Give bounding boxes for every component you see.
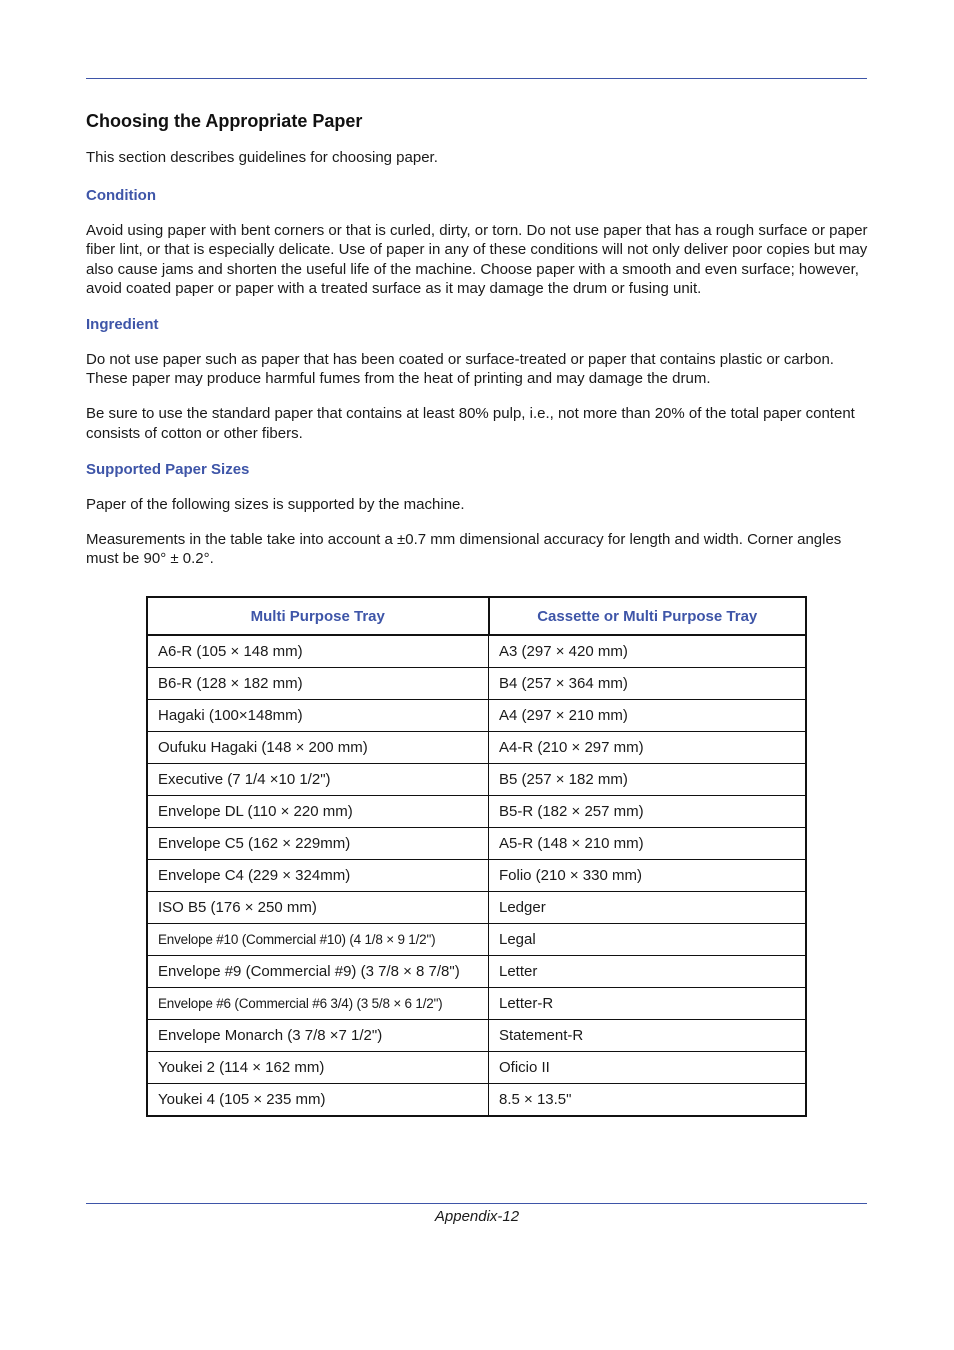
supported-sizes-paragraph-1: Paper of the following sizes is supported by the machine. — [86, 495, 465, 513]
multi-purpose-tray-size-cell: Envelope Monarch (3 7/8 ×7 1/2") — [147, 1020, 489, 1052]
table-row — [147, 828, 806, 860]
ingredient-paragraph-2: Be sure to use the standard paper that contains at least 80% pulp, i.e., not more than 20% of the total paper content consists of cotton or other fibers. — [86, 405, 855, 442]
multi-purpose-tray-size-cell: Oufuku Hagaki (148 × 200 mm) — [147, 732, 489, 764]
multi-purpose-tray-size-cell: A6-R (105 × 148 mm) — [147, 635, 489, 668]
cassette-size-cell: Letter-R — [489, 988, 807, 1020]
cassette-size-cell: Ledger — [489, 892, 807, 924]
table-row — [147, 860, 806, 892]
cassette-size-cell: A3 (297 × 420 mm) — [489, 635, 807, 668]
table-header-multi-purpose-tray: Multi Purpose Tray — [147, 597, 489, 635]
cassette-size-cell: Letter — [489, 956, 807, 988]
condition-paragraph: Avoid using paper with bent corners or that is curled, dirty, or torn. Do not use paper that has a rough surface or paper fiber lint, or that is especially delicate. Use of paper in any of these conditions will not only deliver poor copies but may also cause jams and shorten the useful life of the machine. Choose paper with a smooth and even surface; however, avoid coated paper or paper with a treated surface as it may damage the drum or fusing unit. — [86, 222, 868, 297]
multi-purpose-tray-size-cell: Envelope #10 (Commercial #10) (4 1/8 × 9 1/2") — [147, 924, 489, 956]
multi-purpose-tray-size-cell: B6-R (128 × 182 mm) — [147, 668, 489, 700]
multi-purpose-tray-size-cell: Envelope DL (110 × 220 mm) — [147, 796, 489, 828]
cassette-size-cell: 8.5 × 13.5" — [489, 1084, 807, 1117]
table-body — [147, 635, 806, 1116]
paper-sizes-table — [146, 596, 807, 1117]
multi-purpose-tray-size-cell: Envelope #6 (Commercial #6 3/4) (3 5/8 × 6 1/2") — [147, 988, 489, 1020]
cassette-size-cell: Folio (210 × 330 mm) — [489, 860, 807, 892]
multi-purpose-tray-size-cell: Youkei 4 (105 × 235 mm) — [147, 1084, 489, 1117]
table-row — [147, 635, 806, 668]
cassette-size-cell: Statement-R — [489, 1020, 807, 1052]
multi-purpose-tray-size-cell: Hagaki (100×148mm) — [147, 700, 489, 732]
section-heading-supported-sizes: Supported Paper Sizes — [86, 460, 250, 478]
intro-text: This section describes guidelines for choosing paper. — [86, 149, 438, 166]
page-content — [86, 108, 868, 589]
table-row — [147, 1084, 806, 1117]
header-rule — [86, 78, 867, 79]
cassette-size-cell: B5 (257 × 182 mm) — [489, 764, 807, 796]
section-heading-condition: Condition — [86, 187, 156, 205]
cassette-size-cell: A4-R (210 × 297 mm) — [489, 732, 807, 764]
cassette-size-cell: B4 (257 × 364 mm) — [489, 668, 807, 700]
supported-sizes-paragraph-2: Measurements in the table take into account a ±0.7 mm dimensional accuracy for length and width. Corner angles must be 90° ± 0.2°. — [86, 531, 842, 568]
table-header-cassette-or-multi-purpose-tray: Cassette or Multi Purpose Tray — [489, 597, 807, 635]
multi-purpose-tray-size-cell: ISO B5 (176 × 250 mm) — [147, 892, 489, 924]
section-heading-ingredient: Ingredient — [86, 316, 159, 334]
multi-purpose-tray-size-cell: Envelope C5 (162 × 229mm) — [147, 828, 489, 860]
footer-rule — [86, 1203, 867, 1204]
page-number: Appendix-12 — [434, 1208, 520, 1225]
table-row — [147, 956, 806, 988]
table-row — [147, 924, 806, 956]
multi-purpose-tray-size-cell: Envelope #9 (Commercial #9) (3 7/8 × 8 7/8") — [147, 956, 489, 988]
page-title: Choosing the Appropriate Paper — [86, 111, 363, 131]
table-row — [147, 764, 806, 796]
cassette-size-cell: Oficio II — [489, 1052, 807, 1084]
ingredient-paragraph-1: Do not use paper such as paper that has been coated or surface-treated or paper that contains plastic or carbon. These paper may produce harmful fumes from the heat of printing and may damage the drum. — [86, 351, 834, 388]
table-row — [147, 700, 806, 732]
table-row — [147, 892, 806, 924]
table-row — [147, 1052, 806, 1084]
cassette-size-cell: B5-R (182 × 257 mm) — [489, 796, 807, 828]
cassette-size-cell: Legal — [489, 924, 807, 956]
multi-purpose-tray-size-cell: Executive (7 1/4 ×10 1/2") — [147, 764, 489, 796]
multi-purpose-tray-size-cell: Youkei 2 (114 × 162 mm) — [147, 1052, 489, 1084]
table-row — [147, 1020, 806, 1052]
table-row — [147, 796, 806, 828]
table-row — [147, 988, 806, 1020]
table-header-row — [147, 597, 806, 635]
table-row — [147, 668, 806, 700]
table-row — [147, 732, 806, 764]
cassette-size-cell: A4 (297 × 210 mm) — [489, 700, 807, 732]
cassette-size-cell: A5-R (148 × 210 mm) — [489, 828, 807, 860]
multi-purpose-tray-size-cell: Envelope C4 (229 × 324mm) — [147, 860, 489, 892]
